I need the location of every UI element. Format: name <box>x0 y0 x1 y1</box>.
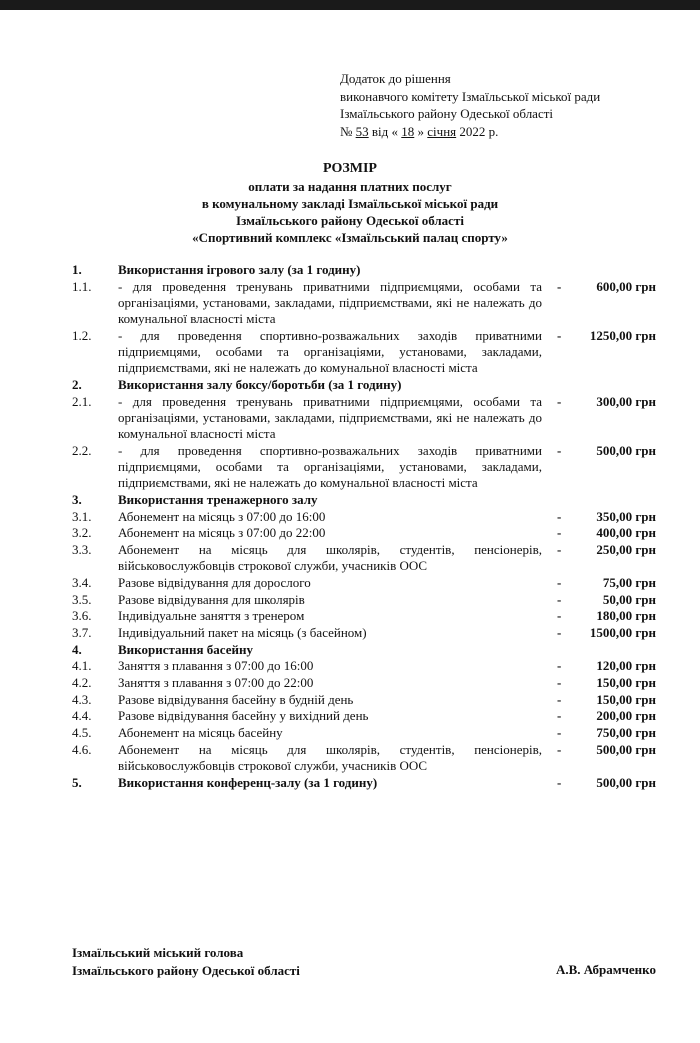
price-dash: - <box>557 774 562 790</box>
item-description: Абонемент на місяць з 07:00 до 16:00 <box>118 508 326 524</box>
top-border <box>0 0 700 10</box>
item-description: Абонемент на місяць для школярів, студентів, пенсіонерів, військовослужбовців строкової служби, учасників ООС <box>118 741 542 774</box>
item-description: Разове відвідування басейну у вихідний день <box>118 708 369 724</box>
service-row <box>0 443 700 492</box>
item-number: 4.6. <box>72 741 92 757</box>
item-number: 1. <box>72 262 82 277</box>
item-price: 1500,00 грн <box>589 624 656 640</box>
price-dash: - <box>557 591 562 607</box>
title-line: в комунальному закладі Ізмаїльської міської ради <box>201 196 499 211</box>
item-description: - для проведення спортивно-розважальних заходів приватними підприємцями, особами та організаціями, установами, закладами, підприємствами, які не належать до комунальної власності міста <box>118 442 542 491</box>
item-price: 50,00 грн <box>602 591 656 607</box>
title-line: «Спортивний комплекс «Ізмаїльський палац спорту» <box>192 230 508 245</box>
item-price: 750,00 грн <box>596 725 656 741</box>
date-from-label: від « <box>371 123 399 139</box>
price-dash: - <box>557 574 562 590</box>
service-row <box>0 525 700 541</box>
item-description: - для проведення тренувань приватними підприємцями, особами та організаціями, установами, закладами, підприємствами, які не належать до комунальної власності міста <box>118 393 542 442</box>
item-price: 500,00 грн <box>596 774 656 790</box>
item-number: 2. <box>72 376 82 392</box>
item-price: 120,00 грн <box>596 658 656 674</box>
decision-year: 2022 р. <box>459 123 499 139</box>
item-description: Індивідуальний пакет на місяць (з басейном) <box>118 624 367 640</box>
item-number: 4.1. <box>72 658 92 674</box>
number-label: № <box>340 123 353 139</box>
item-number: 3.2. <box>72 525 92 541</box>
item-description: Використання тренажерного залу <box>118 491 318 507</box>
price-dash: - <box>557 691 562 707</box>
item-number: 4. <box>72 641 82 657</box>
item-price: 1250,00 грн <box>589 327 656 343</box>
service-row <box>0 279 700 328</box>
service-row <box>0 509 700 525</box>
item-number: 3.4. <box>72 574 92 590</box>
item-number: 3.1. <box>72 508 92 524</box>
item-description: Використання залу боксу/боротьби (за 1 годину) <box>118 376 402 392</box>
item-price: 75,00 грн <box>602 574 656 590</box>
service-row <box>0 675 700 691</box>
service-row <box>0 328 700 377</box>
item-description: Разове відвідування для дорослого <box>118 574 311 590</box>
section-row <box>0 262 700 278</box>
item-number: 1.2. <box>72 327 92 343</box>
signatory-name: А.В. Абрамченко <box>555 962 656 977</box>
footer-signatory <box>72 944 300 980</box>
price-list <box>0 262 700 792</box>
item-description: Використання конференц-залу (за 1 годину) <box>118 774 378 790</box>
item-number: 3.5. <box>72 591 92 607</box>
decision-month: січня <box>427 123 457 139</box>
decision-number: 53 <box>355 123 369 139</box>
item-price: 180,00 грн <box>596 608 656 624</box>
title-line: Ізмаїльського району Одеської області <box>236 213 464 228</box>
section-row <box>0 775 700 791</box>
item-price: 300,00 грн <box>596 393 656 409</box>
item-number: 3.6. <box>72 608 92 624</box>
item-number: 3.7. <box>72 624 92 640</box>
section-row <box>0 642 700 658</box>
signatory-title: Ізмаїльський міський голова <box>72 945 244 960</box>
item-description: Абонемент на місяць для школярів, студентів, пенсіонерів, військовослужбовців строкової служби, учасників ООС <box>118 541 542 574</box>
item-number: 4.4. <box>72 708 92 724</box>
item-description: - для проведення спортивно-розважальних заходів приватними підприємцями, особами та організаціями, установами, закладами, підприємствами, які не належать до комунальної власності міста <box>118 327 542 376</box>
item-description: Абонемент на місяць басейну <box>118 725 283 741</box>
service-row <box>0 394 700 443</box>
item-price: 500,00 грн <box>596 741 656 757</box>
item-price: 600,00 грн <box>596 278 656 294</box>
service-row <box>0 592 700 608</box>
item-number: 3. <box>72 491 82 507</box>
price-dash: - <box>557 624 562 640</box>
item-number: 2.1. <box>72 393 92 409</box>
price-dash: - <box>557 608 562 624</box>
header-line: виконавчого комітету Ізмаїльської міської ради <box>340 88 601 104</box>
price-dash: - <box>557 675 562 691</box>
item-number: 5. <box>72 774 82 790</box>
service-row <box>0 542 700 574</box>
item-number: 4.3. <box>72 691 92 707</box>
price-dash: - <box>557 708 562 724</box>
item-price: 350,00 грн <box>596 508 656 524</box>
price-dash: - <box>557 541 562 557</box>
price-dash: - <box>557 725 562 741</box>
item-description: Індивідуальне заняття з тренером <box>118 608 305 624</box>
header-line: Додаток до рішення <box>340 71 451 86</box>
item-price: 200,00 грн <box>596 708 656 724</box>
service-row <box>0 692 700 708</box>
item-description: Разове відвідування басейну в будній день <box>118 691 354 707</box>
item-description: Заняття з плавання з 07:00 до 22:00 <box>118 675 314 691</box>
item-price: 500,00 грн <box>596 442 656 458</box>
price-dash: - <box>557 508 562 524</box>
item-price: 150,00 грн <box>596 691 656 707</box>
decision-number-line <box>340 123 600 141</box>
document-header <box>340 70 600 140</box>
decision-day: 18 <box>401 123 415 139</box>
price-dash: - <box>557 393 562 409</box>
price-dash: - <box>557 741 562 757</box>
item-description: Використання ігрового залу (за 1 годину) <box>118 262 361 277</box>
item-price: 150,00 грн <box>596 675 656 691</box>
item-price: 400,00 грн <box>596 525 656 541</box>
service-row <box>0 725 700 741</box>
item-description: Заняття з плавання з 07:00 до 16:00 <box>118 658 314 674</box>
price-dash: - <box>557 442 562 458</box>
item-description: Абонемент на місяць з 07:00 до 22:00 <box>118 525 326 541</box>
service-row <box>0 742 700 774</box>
item-number: 1.1. <box>72 278 92 294</box>
service-row <box>0 658 700 674</box>
price-dash: - <box>557 658 562 674</box>
item-description: Разове відвідування для школярів <box>118 591 305 607</box>
service-row <box>0 608 700 624</box>
document-title <box>0 160 700 246</box>
item-number: 4.2. <box>72 675 92 691</box>
item-price: 250,00 грн <box>596 541 656 557</box>
item-number: 4.5. <box>72 725 92 741</box>
service-row <box>0 708 700 724</box>
header-line: Ізмаїльського району Одеської області <box>340 106 554 121</box>
price-dash: - <box>557 278 562 294</box>
item-description: Використання басейну <box>118 641 253 657</box>
price-dash: - <box>557 327 562 343</box>
date-close-quote: » <box>417 123 425 139</box>
service-row <box>0 625 700 641</box>
item-number: 3.3. <box>72 541 92 557</box>
price-dash: - <box>557 525 562 541</box>
service-row <box>0 575 700 591</box>
title-main: РОЗМІР <box>323 161 377 176</box>
section-row <box>0 377 700 393</box>
section-row <box>0 492 700 508</box>
item-number: 2.2. <box>72 442 92 458</box>
item-description: - для проведення тренувань приватними підприємцями, особами та організаціями, установами, закладами, підприємствами, які не належать до комунальної власності міста <box>118 278 542 327</box>
signatory-region: Ізмаїльського району Одеської області <box>72 963 300 978</box>
title-line: оплати за надання платних послуг <box>248 179 452 194</box>
